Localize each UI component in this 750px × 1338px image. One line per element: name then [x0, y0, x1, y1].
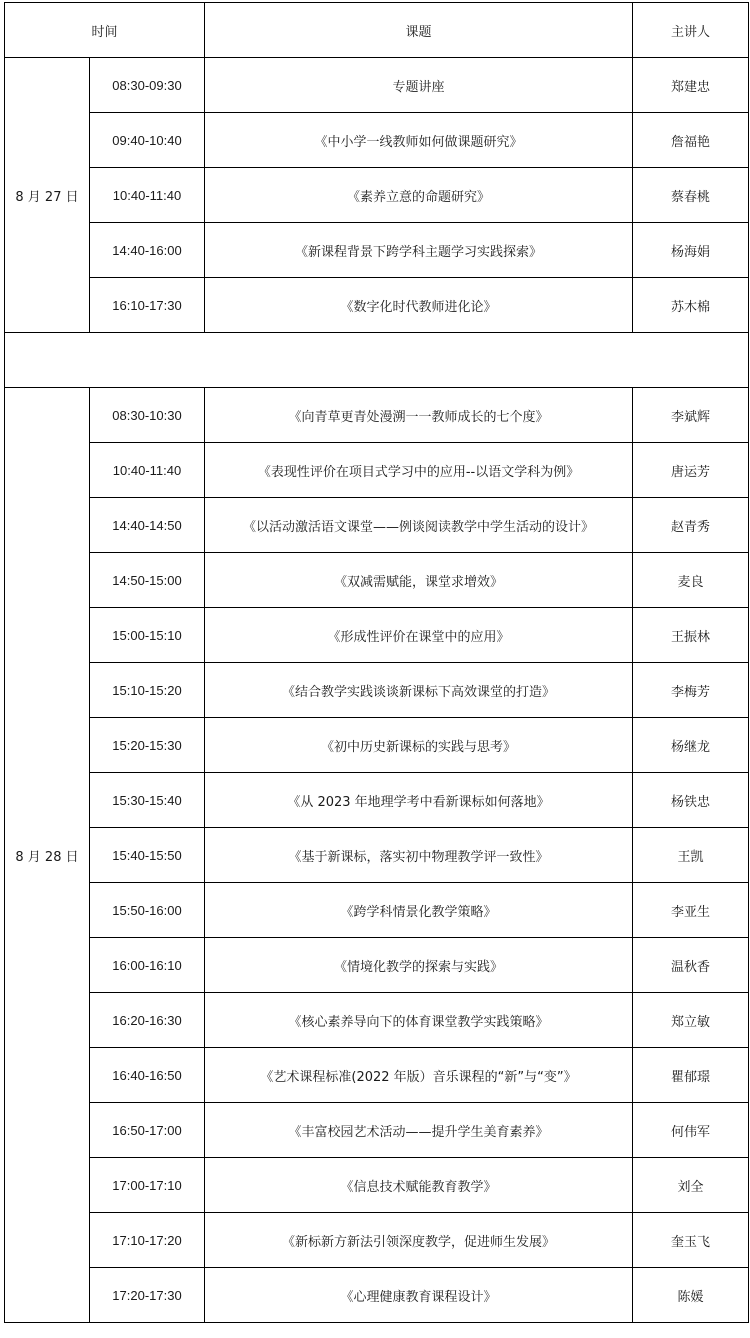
topic-cell: 《素养立意的命题研究》 [205, 168, 633, 223]
topic-cell: 《中小学一线教师如何做课题研究》 [205, 113, 633, 168]
header-row [5, 3, 749, 58]
topic-cell: 《心理健康教育课程设计》 [205, 1268, 633, 1323]
table-row [5, 168, 749, 223]
time-cell: 16:10-17:30 [90, 278, 205, 333]
time-cell: 14:40-14:50 [90, 498, 205, 553]
host-cell: 何伟军 [633, 1103, 749, 1158]
table-row [5, 773, 749, 828]
time-cell: 15:50-16:00 [90, 883, 205, 938]
time-cell: 17:10-17:20 [90, 1213, 205, 1268]
table-row [5, 1103, 749, 1158]
topic-cell: 《丰富校园艺术活动——提升学生美育素养》 [205, 1103, 633, 1158]
time-cell: 15:10-15:20 [90, 663, 205, 718]
host-cell: 李斌辉 [633, 388, 749, 443]
topic-cell: 《从 2023 年地理学考中看新课标如何落地》 [205, 773, 633, 828]
schedule-body [5, 3, 749, 1323]
time-cell: 08:30-09:30 [90, 58, 205, 113]
topic-cell: 《双减需赋能，课堂求增效》 [205, 553, 633, 608]
topic-cell: 《新课程背景下跨学科主题学习实践探索》 [205, 223, 633, 278]
date-cell: 8 月 28 日 [5, 388, 90, 1323]
host-cell: 奎玉飞 [633, 1213, 749, 1268]
table-row [5, 828, 749, 883]
topic-cell: 《情境化教学的探索与实践》 [205, 938, 633, 993]
topic-cell: 专题讲座 [205, 58, 633, 113]
topic-cell: 《结合教学实践谈谈新课标下高效课堂的打造》 [205, 663, 633, 718]
topic-cell: 《基于新课标，落实初中物理教学评一致性》 [205, 828, 633, 883]
topic-cell: 《艺术课程标准(2022 年版）音乐课程的“新”与“变”》 [205, 1048, 633, 1103]
time-cell: 10:40-11:40 [90, 443, 205, 498]
table-row [5, 498, 749, 553]
topic-cell: 《向青草更青处漫溯一一教师成长的七个度》 [205, 388, 633, 443]
header-topic: 课题 [205, 3, 633, 58]
host-cell: 杨继龙 [633, 718, 749, 773]
host-cell: 唐运芳 [633, 443, 749, 498]
host-cell: 王振林 [633, 608, 749, 663]
time-cell: 15:30-15:40 [90, 773, 205, 828]
table-row [5, 113, 749, 168]
table-row [5, 553, 749, 608]
time-cell: 16:40-16:50 [90, 1048, 205, 1103]
host-cell: 陈媛 [633, 1268, 749, 1323]
host-cell: 李亚生 [633, 883, 749, 938]
time-cell: 16:50-17:00 [90, 1103, 205, 1158]
table-row [5, 1048, 749, 1103]
header-host: 主讲人 [633, 3, 749, 58]
host-cell: 蔡春桃 [633, 168, 749, 223]
table-row [5, 388, 749, 443]
topic-cell: 《以活动激活语文课堂——例谈阅读教学中学生活动的设计》 [205, 498, 633, 553]
topic-cell: 《新标新方新法引领深度教学，促进师生发展》 [205, 1213, 633, 1268]
time-cell: 16:20-16:30 [90, 993, 205, 1048]
host-cell: 苏木棉 [633, 278, 749, 333]
time-cell: 14:50-15:00 [90, 553, 205, 608]
time-cell: 10:40-11:40 [90, 168, 205, 223]
header-time: 时间 [5, 3, 205, 58]
table-row [5, 58, 749, 113]
time-cell: 15:40-15:50 [90, 828, 205, 883]
time-cell: 15:20-15:30 [90, 718, 205, 773]
topic-cell: 《表现性评价在项目式学习中的应用--以语文学科为例》 [205, 443, 633, 498]
host-cell: 郑立敏 [633, 993, 749, 1048]
table-row [5, 608, 749, 663]
table-row [5, 1213, 749, 1268]
table-row [5, 223, 749, 278]
topic-cell: 《信息技术赋能教育教学》 [205, 1158, 633, 1213]
topic-cell: 《跨学科情景化教学策略》 [205, 883, 633, 938]
host-cell: 麦良 [633, 553, 749, 608]
host-cell: 瞿郁璟 [633, 1048, 749, 1103]
separator-row [5, 333, 749, 388]
table-row [5, 993, 749, 1048]
topic-cell: 《形成性评价在课堂中的应用》 [205, 608, 633, 663]
host-cell: 李梅芳 [633, 663, 749, 718]
time-cell: 14:40-16:00 [90, 223, 205, 278]
topic-cell: 《初中历史新课标的实践与思考》 [205, 718, 633, 773]
time-cell: 15:00-15:10 [90, 608, 205, 663]
host-cell: 王凯 [633, 828, 749, 883]
host-cell: 温秋香 [633, 938, 749, 993]
host-cell: 杨海娟 [633, 223, 749, 278]
time-cell: 17:00-17:10 [90, 1158, 205, 1213]
topic-cell: 《核心素养导向下的体育课堂教学实践策略》 [205, 993, 633, 1048]
table-row [5, 718, 749, 773]
time-cell: 16:00-16:10 [90, 938, 205, 993]
table-row [5, 1268, 749, 1323]
table-row [5, 663, 749, 718]
topic-cell: 《数字化时代教师进化论》 [205, 278, 633, 333]
time-cell: 09:40-10:40 [90, 113, 205, 168]
host-cell: 郑建忠 [633, 58, 749, 113]
table-row [5, 883, 749, 938]
time-cell: 17:20-17:30 [90, 1268, 205, 1323]
host-cell: 杨铁忠 [633, 773, 749, 828]
host-cell: 詹福艳 [633, 113, 749, 168]
table-row [5, 278, 749, 333]
table-row [5, 443, 749, 498]
table-row [5, 938, 749, 993]
table-row [5, 1158, 749, 1213]
time-cell: 08:30-10:30 [90, 388, 205, 443]
host-cell: 赵青秀 [633, 498, 749, 553]
date-cell: 8 月 27 日 [5, 58, 90, 333]
host-cell: 刘全 [633, 1158, 749, 1213]
schedule-table [4, 2, 749, 1323]
separator-cell [5, 333, 749, 388]
